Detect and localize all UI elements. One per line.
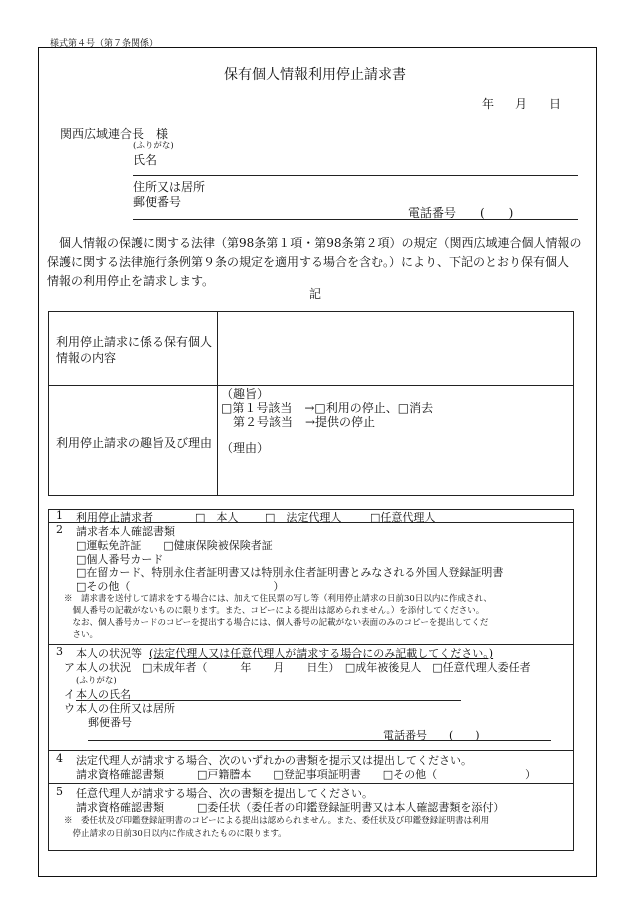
- requester-address-line: [133, 219, 578, 220]
- section2-note-1: ※ 請求書を送付して請求をする場合には、加えて住民票の写し等（利用停止請求の日前30日以内に作成され、: [64, 594, 492, 604]
- section2-line-3: □在留カード、特別永住者証明書又は特別永住者証明書とみなされる外国人登録証明書: [76, 566, 504, 579]
- section1-option-self: □ 本人: [195, 511, 239, 524]
- date-day-label: 日: [549, 97, 562, 111]
- reason-heading: （理由）: [221, 441, 270, 455]
- form-number: 様式第４号（第７条関係）: [50, 39, 159, 49]
- row1-label-line-1: 利用停止請求に係る保有個人: [56, 335, 213, 349]
- section3-i-mark: イ: [64, 688, 75, 701]
- section4-number: 4: [56, 752, 63, 765]
- requester-name-label: 氏名: [133, 153, 158, 167]
- requester-postal-label: 郵便番号: [133, 195, 182, 209]
- section1-option-legal: □ 法定代理人: [265, 511, 342, 524]
- requester-address-label: 住所又は居所: [133, 180, 206, 194]
- section5-note-1: ※ 委任状及び印鑑登録証明書のコピーによる提出は認められません。また、委任状及び印鑑登録証明書は利用: [64, 816, 490, 826]
- section2-line-4: □その他（ ）: [76, 580, 285, 593]
- purpose-line-2: 第２号該当 →提供の停止: [221, 415, 376, 429]
- intro-line-3: 情報の利用停止を請求します。: [47, 274, 215, 288]
- section2-title: 請求者本人確認書類: [76, 525, 175, 538]
- section2-note-4: さい。: [64, 630, 99, 640]
- section3-title-note: (法定代理人又は任意代理人が請求する場合にのみ記載してください。): [149, 647, 494, 660]
- requester-phone-label: 電話番号 ( ): [408, 206, 514, 220]
- section3-u-mark: ウ: [64, 702, 75, 715]
- section3-a-text: 本人の状況 □未成年者（ 年 月 日生） □成年被後見人 □任意代理人委任者: [76, 661, 531, 674]
- section1-number: 1: [56, 509, 63, 522]
- section3-furigana-label: (ふりがな): [76, 676, 117, 686]
- section3-i-text: 本人の氏名: [76, 688, 131, 701]
- section3-number: 3: [56, 645, 63, 658]
- date-year-label: 年: [482, 97, 495, 111]
- section4-divider: [48, 783, 574, 784]
- section2-line-2: □個人番号カード: [76, 553, 164, 566]
- section3-phone-label: 電話番号 ( ): [383, 729, 480, 742]
- requester-furigana-label: (ふりがな): [133, 141, 174, 151]
- intro-line-2: 保護に関する法律施行条例第９条の規定を適用する場合を含む。）により、下記のとおり保有個人: [47, 255, 570, 269]
- section2-note-3: なお、個人番号カードのコピーを提出する場合には、個人番号の記載がない表面のみのコピーを提出してくだ: [64, 618, 489, 628]
- purpose-heading: （趣旨）: [221, 387, 270, 401]
- intro-line-1: 個人情報の保護に関する法律（第98条第１項・第98条第２項）の規定（関西広域連合個人情報の: [47, 236, 582, 250]
- section4-line: 請求資格確認書類 □戸籍謄本 □登記事項証明書 □その他（ ）: [76, 768, 537, 781]
- table-divider-v: [217, 311, 218, 496]
- section1-label: 利用停止請求者: [76, 511, 153, 524]
- section5-note-2: 停止請求の日前30日以内に作成されたものに限ります。: [64, 829, 287, 839]
- row2-label: 利用停止請求の趣旨及び理由: [56, 436, 213, 450]
- section3-address-line: [88, 740, 551, 741]
- row1-label-line-2: 情報の内容: [56, 351, 117, 365]
- section2-line-1: □運転免許証 □健康保険被保険者証: [76, 539, 273, 552]
- section3-u-text: 本人の住所又は居所: [76, 702, 175, 715]
- form-title: 保有個人情報利用停止請求書: [224, 67, 406, 83]
- section3-postal-label: 郵便番号: [88, 716, 132, 729]
- section3-a-mark: ア: [64, 661, 75, 674]
- section2-note-2: 個人番号の記載がないものに限ります。また、コピーによる提出は認められません。）を添付してください。: [64, 606, 485, 616]
- section5-title: 任意代理人が請求する場合、次の書類を提出してください。: [76, 787, 373, 800]
- section5-line: 請求資格確認書類 □委任状（委任者の印鑑登録証明書又は本人確認書類を添付）: [76, 801, 505, 814]
- section2-number: 2: [56, 523, 63, 536]
- section3-title: 本人の状況等: [76, 647, 142, 660]
- section3-divider: [48, 750, 574, 751]
- section4-title: 法定代理人が請求する場合、次のいずれかの書類を提示又は提出してください。: [76, 754, 472, 767]
- section5-number: 5: [56, 785, 63, 798]
- date-month-label: 月: [515, 97, 528, 111]
- requester-name-line: [133, 175, 578, 176]
- purpose-line-1: □第１号該当 →□利用の停止、□消去: [221, 401, 434, 415]
- ki-label: 記: [309, 287, 322, 301]
- addressee: 関西広域連合長 様: [60, 127, 169, 141]
- section1-option-voluntary: □任意代理人: [370, 511, 436, 524]
- table-divider-h: [48, 385, 574, 386]
